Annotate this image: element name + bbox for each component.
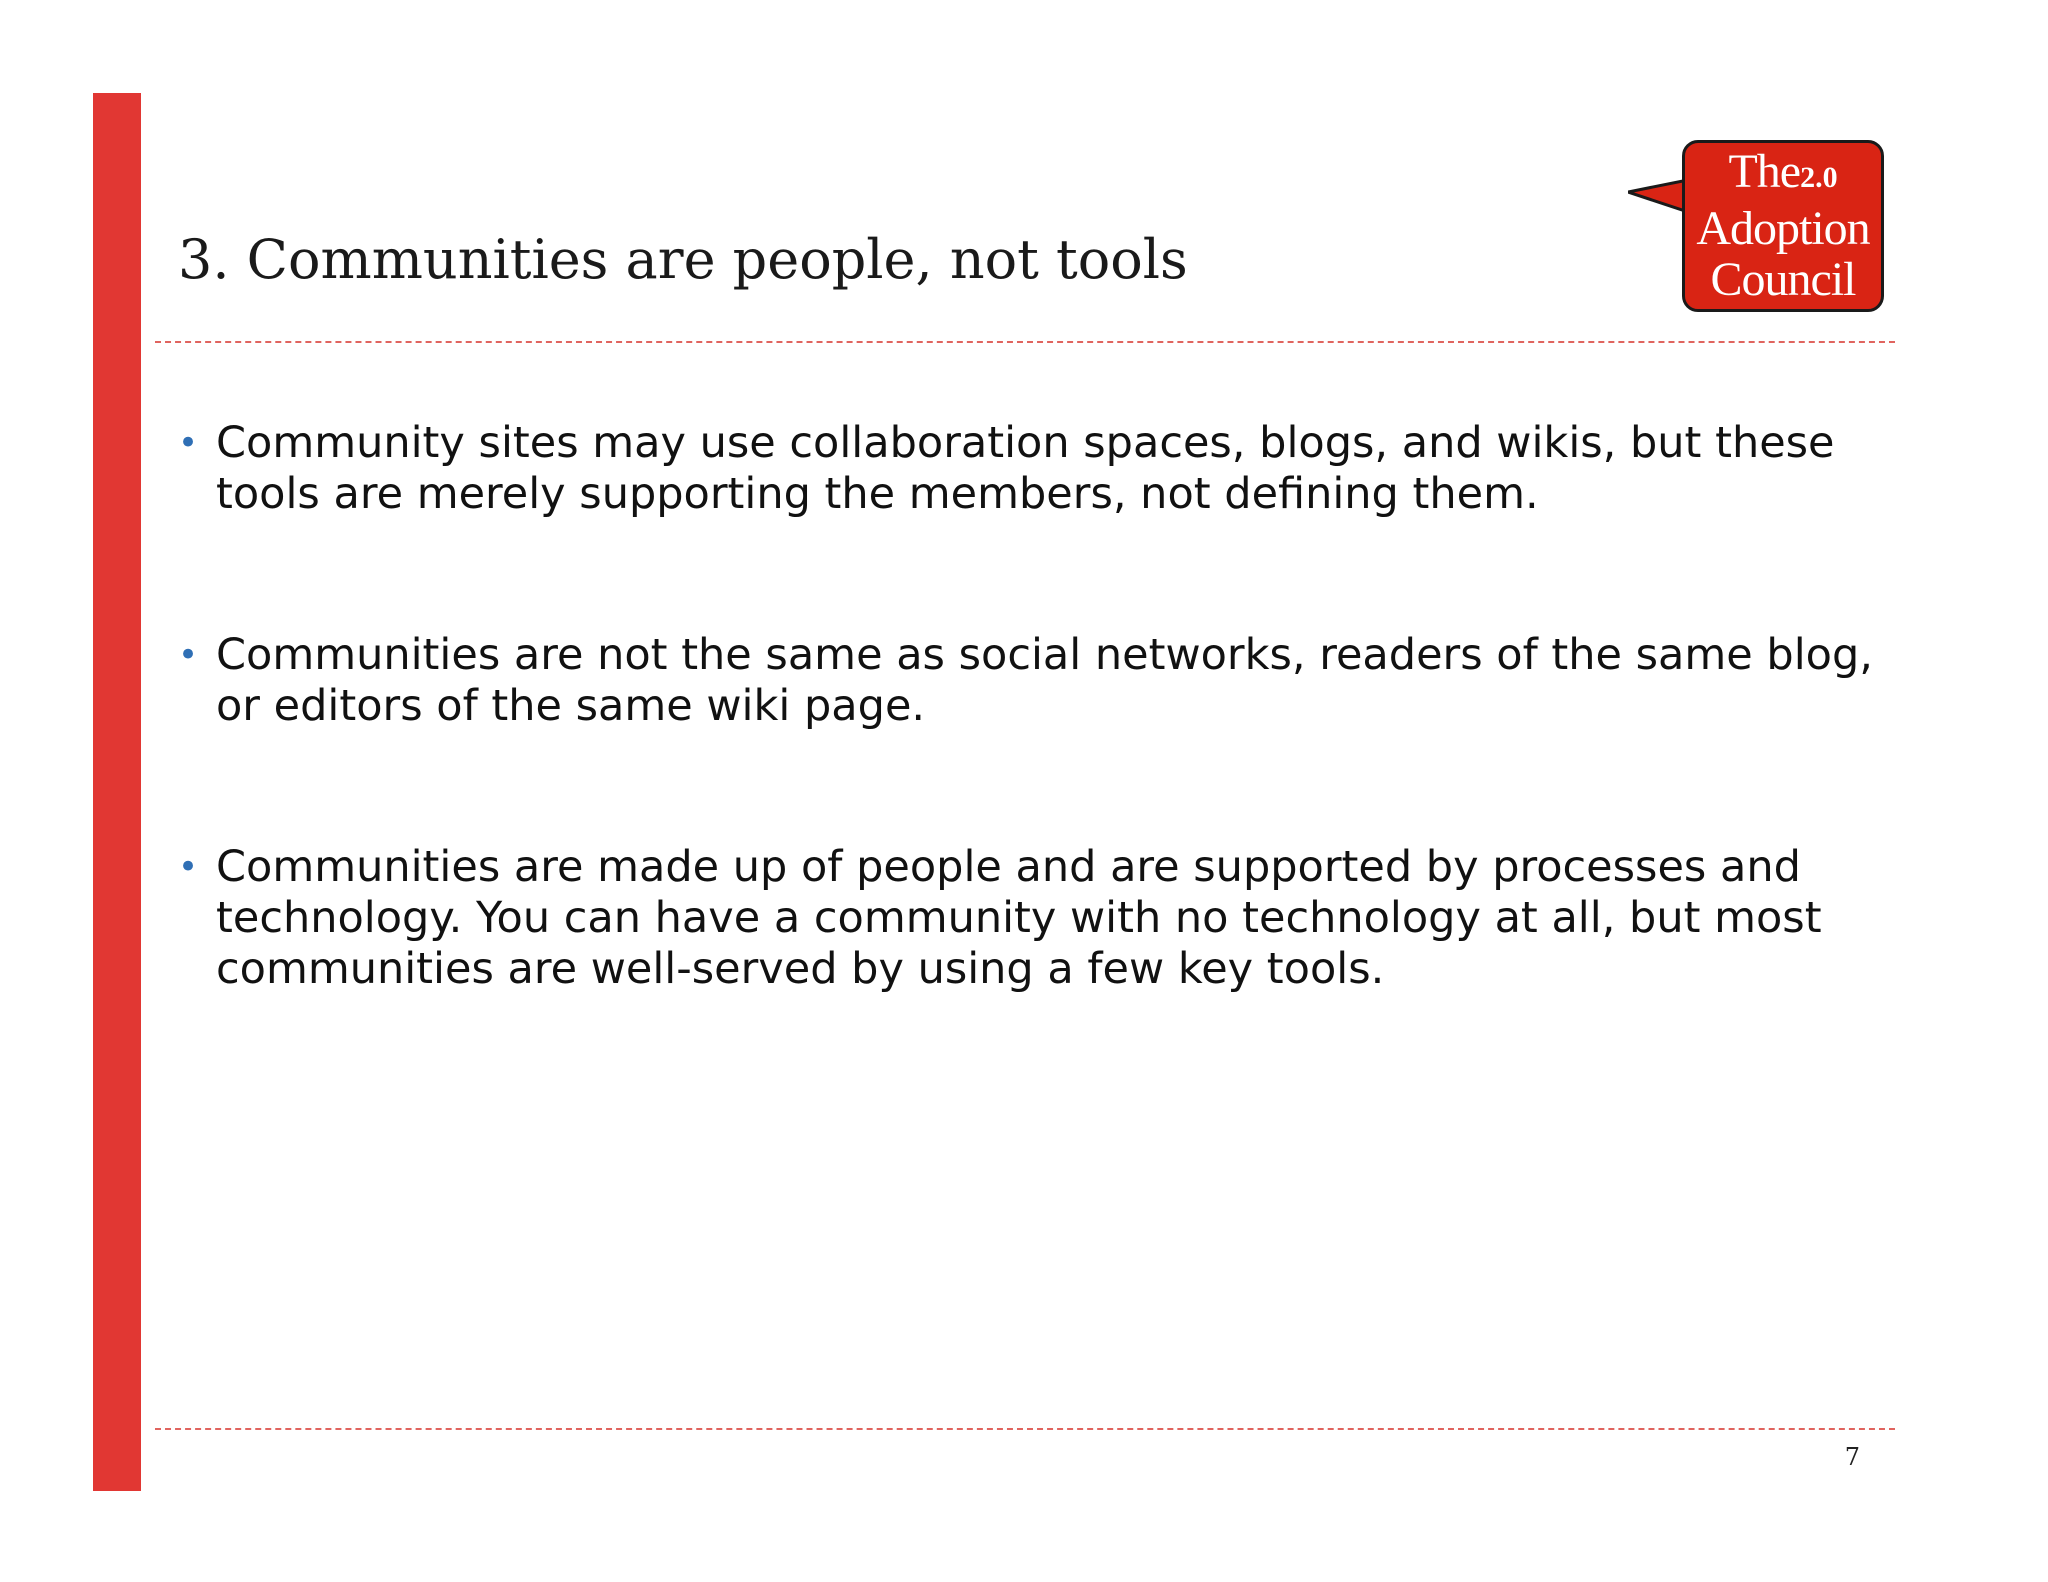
bullet-text: Communities are not the same as social networks, readers of the same blog, or editors of the same wiki page. — [216, 630, 1873, 731]
page-number: 7 — [1844, 1443, 1860, 1471]
bullet-marker: • — [178, 423, 199, 463]
bullet-list — [178, 418, 1898, 1105]
slide-title: 3. Communities are people, not tools — [178, 228, 1188, 291]
logo-line-2: Adoption — [1696, 202, 1870, 255]
bullet-marker: • — [178, 635, 199, 675]
bullet-text: Community sites may use collaboration spaces, blogs, and wikis, but these tools are merely supporting the members, not defining them. — [216, 418, 1835, 519]
bullet-marker: • — [178, 847, 199, 887]
logo-line-1 — [1682, 146, 1884, 203]
bottom-divider — [155, 1428, 1895, 1430]
speech-pointer-icon — [1628, 176, 1688, 216]
bullet-item — [178, 630, 1898, 732]
bullet-item — [178, 418, 1898, 520]
logo-line-3: Council — [1710, 253, 1856, 306]
bullet-text: Communities are made up of people and are supported by processes and technology. You can have a community with no technology at all, but most communities are well-served by using a few key tools. — [216, 842, 1822, 994]
top-divider — [155, 341, 1895, 343]
bullet-item — [178, 842, 1898, 995]
logo-text — [1682, 146, 1884, 305]
accent-bar — [93, 93, 141, 1491]
logo-word-the: The — [1728, 145, 1801, 198]
logo-version: 2.0 — [1800, 161, 1838, 194]
adoption-council-logo — [1628, 136, 1888, 318]
